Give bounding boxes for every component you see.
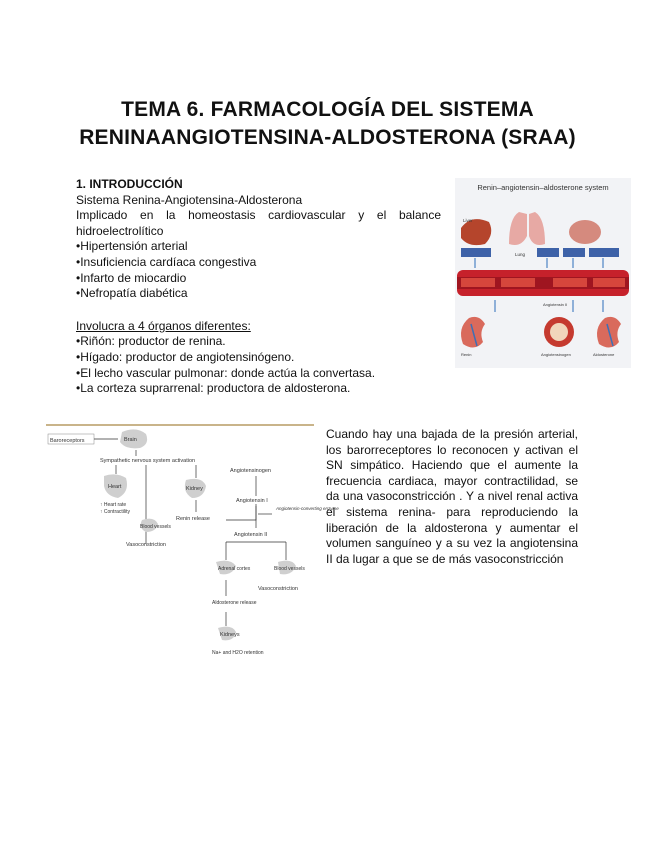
vessel-label-box — [501, 278, 535, 287]
sympathetic-label: Sympathetic nervous system activation — [100, 458, 196, 464]
renin-release-label: Renin release — [176, 516, 210, 522]
vessel-label-box — [593, 278, 625, 287]
arrow — [116, 465, 196, 544]
flow-box — [589, 248, 619, 257]
blood-vessels2-label: Blood vessels — [274, 566, 305, 572]
organ-item: • El lecho vascular pulmonar: donde actúa la convertasa. — [76, 366, 441, 382]
arteriole-lumen — [550, 323, 568, 341]
kidneys-label: Kidneys — [220, 632, 240, 638]
title-line-1: TEMA 6. FARMACOLOGÍA DEL SISTEMA — [121, 98, 534, 121]
arrow — [226, 542, 286, 560]
figure-label: Angiotensin II — [543, 302, 568, 307]
bullet-item: • Nefropatía diabética — [76, 286, 441, 302]
top-rule — [46, 424, 314, 426]
aldosterone-label: Aldosterone release — [212, 600, 257, 606]
adrenal-label: Adrenal cortex — [218, 566, 251, 572]
baroreceptors-label: Baroreceptors — [50, 438, 85, 444]
contractility-label: ↑ Contractility — [100, 509, 131, 515]
vasoconstriction-label: Vasoconstriction — [126, 542, 166, 548]
page-title — [0, 96, 655, 152]
heart-label: Heart — [108, 484, 122, 490]
brain-label: Brain — [124, 437, 137, 443]
liver-label: Liver — [463, 218, 473, 223]
flow-box — [537, 248, 559, 257]
title-line-2: RENINAANGIOTENSINA-ALDOSTERONA (SRAA) — [79, 126, 576, 149]
intro-implicado: Implicado en la homeostasis cardiovascular y el balance hidroelectrolítico — [76, 208, 441, 238]
vasoconstriction2-label: Vasoconstriction — [258, 586, 298, 592]
vessel-label-box — [461, 278, 495, 287]
blood-vessels-label: Blood vessels — [140, 524, 171, 530]
figure-label: Renin — [461, 352, 472, 357]
intro-subtitle: Sistema Renina-Angiotensina-Aldosterona — [76, 192, 303, 207]
retention-label: Na+ and H2O retention — [212, 650, 264, 656]
flow-box — [563, 248, 585, 257]
organ-item: • Riñón: productor de renina. — [76, 334, 441, 350]
figure-label: Angiotensinogen — [541, 352, 571, 357]
heart-rate-label: ↑ Heart rate — [100, 502, 127, 508]
lung-label: Lung — [515, 252, 526, 257]
flow-box — [461, 248, 491, 257]
intro-section — [76, 177, 441, 397]
figure-label: Aldosterone — [593, 352, 615, 357]
baroreceptor-flowchart — [46, 424, 339, 670]
explanation-paragraph: Cuando hay una bajada de la presión arterial, los barorreceptores lo reconocen y activan el SN simpático. Haciendo que el aumente la frecuencia cardiaca, mayor contractilidad, se da una vasoconstricción . Y a nivel renal activa el sistema renina- para reproduciendo la liberación de la aldosterona y aumentar el volumen sanguíneo y a su vez la angiotensina II da lugar a que se de más vasoconstricción — [326, 427, 578, 566]
bullet-item: • Infarto de miocardio — [76, 271, 441, 287]
organ-item: • La corteza suprarrenal: productora de aldosterona. — [76, 381, 441, 397]
angiotensin-ii-label: Angiotensin II — [234, 532, 268, 538]
angiotensinogen-label: Angiotensinogen — [230, 468, 271, 474]
adrenal-icon — [569, 220, 601, 244]
organs-heading: Involucra a 4 órganos diferentes: — [76, 318, 251, 333]
raas-illustration — [455, 178, 631, 368]
vessel-label-box — [553, 278, 587, 287]
figure-title: Renin–angiotensin–aldosterone system — [477, 183, 609, 192]
ace-label: Angiotensin-converting enzyme — [276, 506, 339, 511]
organ-item: • Hígado: productor de angiotensinógeno. — [76, 350, 441, 366]
kidney-label: Kidney — [186, 486, 203, 492]
angiotensin-i-label: Angiotensin I — [236, 498, 268, 504]
bullet-item: • Insuficiencia cardíaca congestiva — [76, 255, 441, 271]
intro-heading: 1. INTRODUCCIÓN — [76, 177, 183, 191]
bullet-item: • Hipertensión arterial — [76, 239, 441, 255]
